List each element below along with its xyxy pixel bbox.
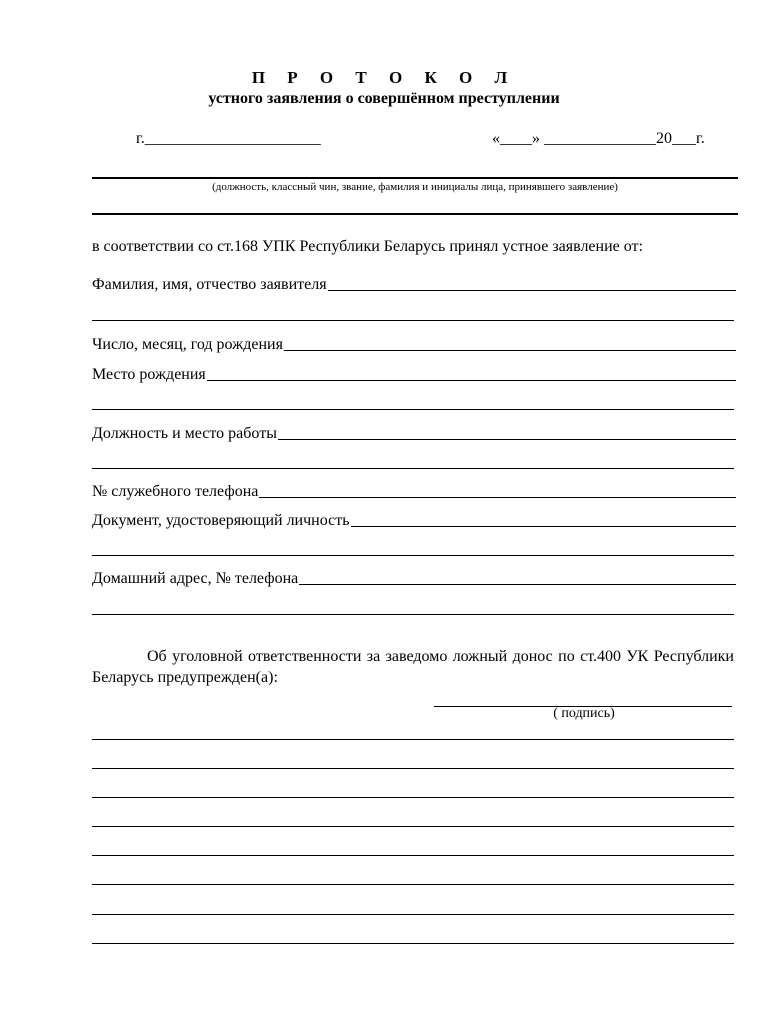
fio-field[interactable] [92,274,736,294]
signature-label: ( подпись) [553,706,615,721]
birth-place-line[interactable] [207,380,736,381]
birth-place-line-2[interactable] [92,409,734,410]
id-document-field[interactable] [92,510,736,530]
official-caption: (должность, классный чин, звание, фамилия и инициалы лица, принявшего заявление) [212,181,618,193]
work-phone-line[interactable] [259,497,736,498]
job-line[interactable] [278,439,736,440]
fio-line[interactable] [328,290,736,291]
work-phone-label: № служебного телефона [92,483,259,500]
birth-date-field[interactable] [92,334,736,354]
statement-line[interactable] [92,884,734,885]
statement-line[interactable] [92,768,734,769]
id-document-line-2[interactable] [92,555,734,556]
birth-place-field[interactable] [92,364,736,384]
home-address-line-2[interactable] [92,614,734,615]
id-document-line[interactable] [351,526,736,527]
document-subtitle: устного заявления о совершённом преступлении [208,90,560,107]
liability-warning: Об уголовной ответственности за заведомо ложный донос по ст.400 УК Республики Беларусь предупрежден(а): [92,648,734,686]
fio-label: Фамилия, имя, отчество заявителя [92,276,327,293]
date-field[interactable]: «____» ______________20___г. [492,130,705,147]
statement-line[interactable] [92,739,734,740]
statement-line[interactable] [92,943,734,944]
job-line-2[interactable] [92,468,734,469]
statement-line[interactable] [92,914,734,915]
id-document-label: Документ, удостоверяющий личность [92,512,350,529]
home-address-field[interactable] [92,568,736,588]
document-title: П Р О Т О К О Л [251,68,517,87]
official-line-2[interactable] [92,213,738,215]
job-field[interactable] [92,423,736,443]
birth-date-label: Число, месяц, год рождения [92,336,283,353]
job-label: Должность и место работы [92,425,277,442]
city-field[interactable]: г.______________________ [136,130,321,147]
statement-line[interactable] [92,797,734,798]
home-address-label: Домашний адрес, № телефона [92,570,299,587]
fio-line-2[interactable] [92,320,734,321]
intro-text: в соответствии со ст.168 УПК Республики Беларусь принял устное заявление от: [92,238,643,255]
statement-line[interactable] [92,826,734,827]
work-phone-field[interactable] [92,481,736,501]
birth-place-label: Место рождения [92,366,206,383]
statement-line[interactable] [92,855,734,856]
official-line[interactable] [92,177,738,179]
birth-date-line[interactable] [284,350,736,351]
home-address-line[interactable] [299,584,736,585]
